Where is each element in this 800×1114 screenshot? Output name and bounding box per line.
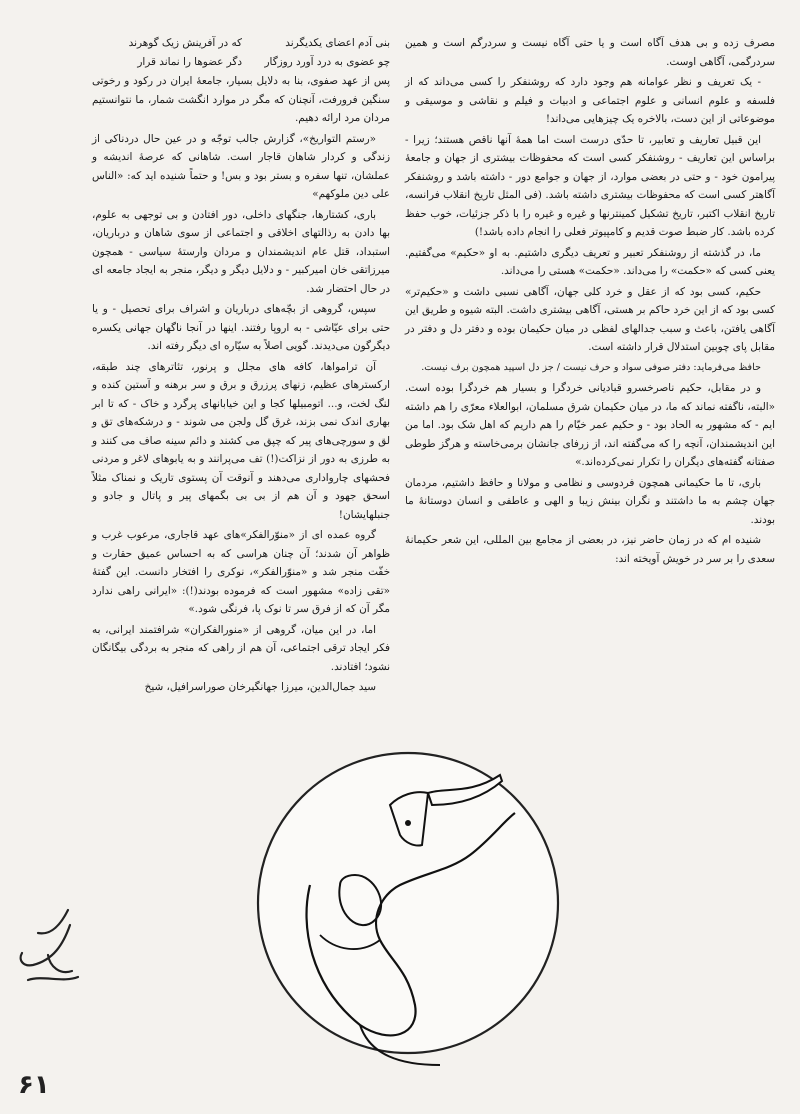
- paragraph: باری، تا ما حکیمانی همچون فردوسی و نظامی و مولانا و حافظ داشتیم، مردمان جهان چشم به ما داشتند و نگران بینش زیبا و الهی و عاطفی و انسان دوستانهٔ ما بودند.: [405, 476, 775, 526]
- paragraph: سید جمال‌الدین، میرزا جهانگیرخان صوراسرافیل، شیخ: [144, 681, 376, 693]
- paragraph: و در مقابل، حکیم ناصرخسرو قبادیانی خردگرا و بسیار هم خردگرا بوده است. «البته، ناگفته نماند که ما، در میان حکیمان شرق مسلمان، ابوالعلاء معرّی را هم داشته ایم - که مشهور به الحاد بود - و حکیم عمر خیّام را هم داریم که اهل شک بود. اما من این اندیشمندان، آنچه را که می‌گفته اند، از زرفای جانشان برمی‌خاسته و هرگز طوطی صفتانه گفته‌های دیگران را تکرار نمی‌کرده‌اند.»: [405, 382, 775, 468]
- poem-line: دگر عضوها را نماند قرار: [137, 56, 242, 68]
- left-column: [92, 34, 390, 699]
- figure-eye: [405, 820, 411, 826]
- paragraph: مصرف زده و بی هدف آگاه است و یا حتی آگاه نیست و سردرگم است و همین سردرگمی، آگاهی اوست.: [405, 37, 775, 68]
- paragraph: سپس، گروهی از بچّه‌های درباریان و اشراف برای تحصیل - و یا حتی برای عیّاشی - به اروپا رفتند. اینها در آنجا ناگهان جهانی یکسره دیگرگون می‌دیدند. گویی اصلاً به سیّاره ای دیگر رفته اند.: [92, 303, 390, 352]
- cartoon-illustration: [240, 735, 570, 1075]
- paragraph: گروه عمده ای از «منوّرالفکر»های عهد قاجاری، مرعوب غرب و ظواهر آن شدند؛ آن چنان هراسی که به احساس عمیق حقارت و خفّت منجر شد و «منوّرالفکر»، نوکری را افتخار دانست. این گفتهٔ «تقی زاده» مشهور است که فرموده بودند(!): «ایرانی راهی ندارد مگر آن که از فرق سر تا نوک پا، فرنگی شود.»: [92, 529, 390, 615]
- paragraph: آن ترامواها، کافه های مجلل و پرنور، تئاترهای چند طبقه، ارکسترهای عظیم، زنهای پرزرق و برق و سر برهنه و آستین کنده و لنگ لخت، و... اتومبیلها کجا و این خیابانهای پرگرد و خاک - که تا ابر بهاری اندک نمی بزند، غرق گل ولجن می شوند - و درشکه‌های تق و لق و سورچی‌های پیر که چپق می کشند و دائم سینه صاف می کنند و به طرزی به دور از نزاکت(!) تف می‌پرانند و به یابوهای لاغر و مردنی فحشهای چارواداری می‌دهند و آنوقت آن پستوی تاریک و نمناک مثلاً اسحق جهود و آن هم از بی بی بگمهای پیر و پاتال و جادو و جنبلهایشان!: [92, 360, 390, 521]
- paragraph: این قبیل تعاریف و تعابیر، تا حدّی درست است اما همهٔ آنها ناقص هستند؛ زیرا - براساس این تعاریف - روشنفکر کسی است که محفوظات بیشتری از جهان و جامعهٔ پیرامون خود - و حتی در بعضی موارد، از جهان و جوامع دور - داشته باشد و روشنفکر آگاهتر کسی است که محفوظات بیشتری داشته باشد. (فی المثل تاریخ انقلاب فرانسه، تاریخ انقلاب اکتبر، تاریخ تشکیل کمینترنها و غیره و غیره را با ذکر جزئیات، خوب حفظ کرده باشد. کار ضبط صوت قدیم و کامپیوتر فعلی را انجام داده باشد!): [405, 133, 775, 238]
- poem-line: چو عضوی به درد آورد روزگار: [264, 56, 390, 68]
- paragraph: پس از عهد صفوی، بنا به دلایل بسیار، جامعهٔ ایران در رکود و رخوتی سنگین فرورفت، آنچنان که مگر در موارد انگشت شمار، ما نتوانستیم مردان مرد ارائه دهیم.: [92, 75, 390, 124]
- page-number: ۶۱: [18, 1070, 50, 1100]
- poem-verse: [92, 34, 390, 108]
- paragraph: - یک تعریف و نظر عوامانه هم وجود دارد که روشنفکر را کسی می‌داند که از فلسفه و علوم انسانی و علوم اجتماعی و ادبیات و فیلم و نقاشی و موسیقی و موضوعاتی از این دست، بالاخره یک چیزهایی می‌داند!: [405, 76, 775, 125]
- right-column: [405, 34, 775, 570]
- paragraph: ما، در گذشته از روشنفکر تعبیر و تعریف دیگری داشتیم. به او «حکیم» می‌گفتیم. یعنی کسی که «حکمت» را می‌داند. «حکمت» هستی را می‌داند.: [405, 246, 775, 277]
- paragraph: اما، در این میان، گروهی از «منورالفکران» شرافتمند ایرانی، به فکر ایجاد ترقی اجتماعی، آن هم از راهی که منجر به بردگی بیگانگان نشود؛ افتادند.: [92, 623, 390, 673]
- paragraph: باری، کشتارها، جنگهای داخلی، دور افتادن و بی توجهی به علوم، بها دادن به رذالتهای اخلاقی و اجتماعی از سوی شاهان و درباریان، استبداد، قتل عام اندیشمندان و مردان وارستهٔ سیاسی - همچون میرزاتقی خان امیرکبیر - و دلایل دیگر و دیگر، منجر به ایجاد جامعه ای در حال احتضار شد.: [92, 208, 390, 295]
- paragraph: شنیده ام که در زمان حاضر نیز، در بعضی از مجامع بین المللی، این شعر حکیمانهٔ سعدی را بر سر در خویش آویخته اند:: [405, 534, 775, 565]
- paragraph-quote: حافظ می‌فرماید: دفتر صوفی سواد و حرف نیست / جز دل اسپید همچون برف نیست.: [421, 361, 761, 373]
- poem-line: بنی آدم اعضای یکدیگرند: [285, 37, 390, 49]
- artist-signature-logo: [8, 905, 88, 995]
- paragraph: حکیم، کسی بود که از عقل و خرد کلی جهان، آگاهی نسبی داشت و «حکیم‌تر» کسی بود که از این خرد حاکم بر هستی، آگاهی بیشتری داشت. البته شیوه و طریق این آگاهی یافتن، باعث و سبب جدالهای لفظی در میان حکیمان بوده و دفتر دل و دفتر در مقابل پای چوبین استدلال قرار داشته است.: [405, 285, 775, 353]
- paragraph: «رستم التواریخ»، گزارش جالب توجّه و در عین حال دردناکی از زندگی و کردار شاهان قاجار است. شاهانی که عرصهٔ اندیشه و عملشان، تنها سفره و بستر بود و بس! و حتماً شنیده اید که: «الناس علی دین ملوکهم»: [92, 132, 390, 200]
- poem-line: که در آفرینش زیک گوهرند: [128, 37, 242, 49]
